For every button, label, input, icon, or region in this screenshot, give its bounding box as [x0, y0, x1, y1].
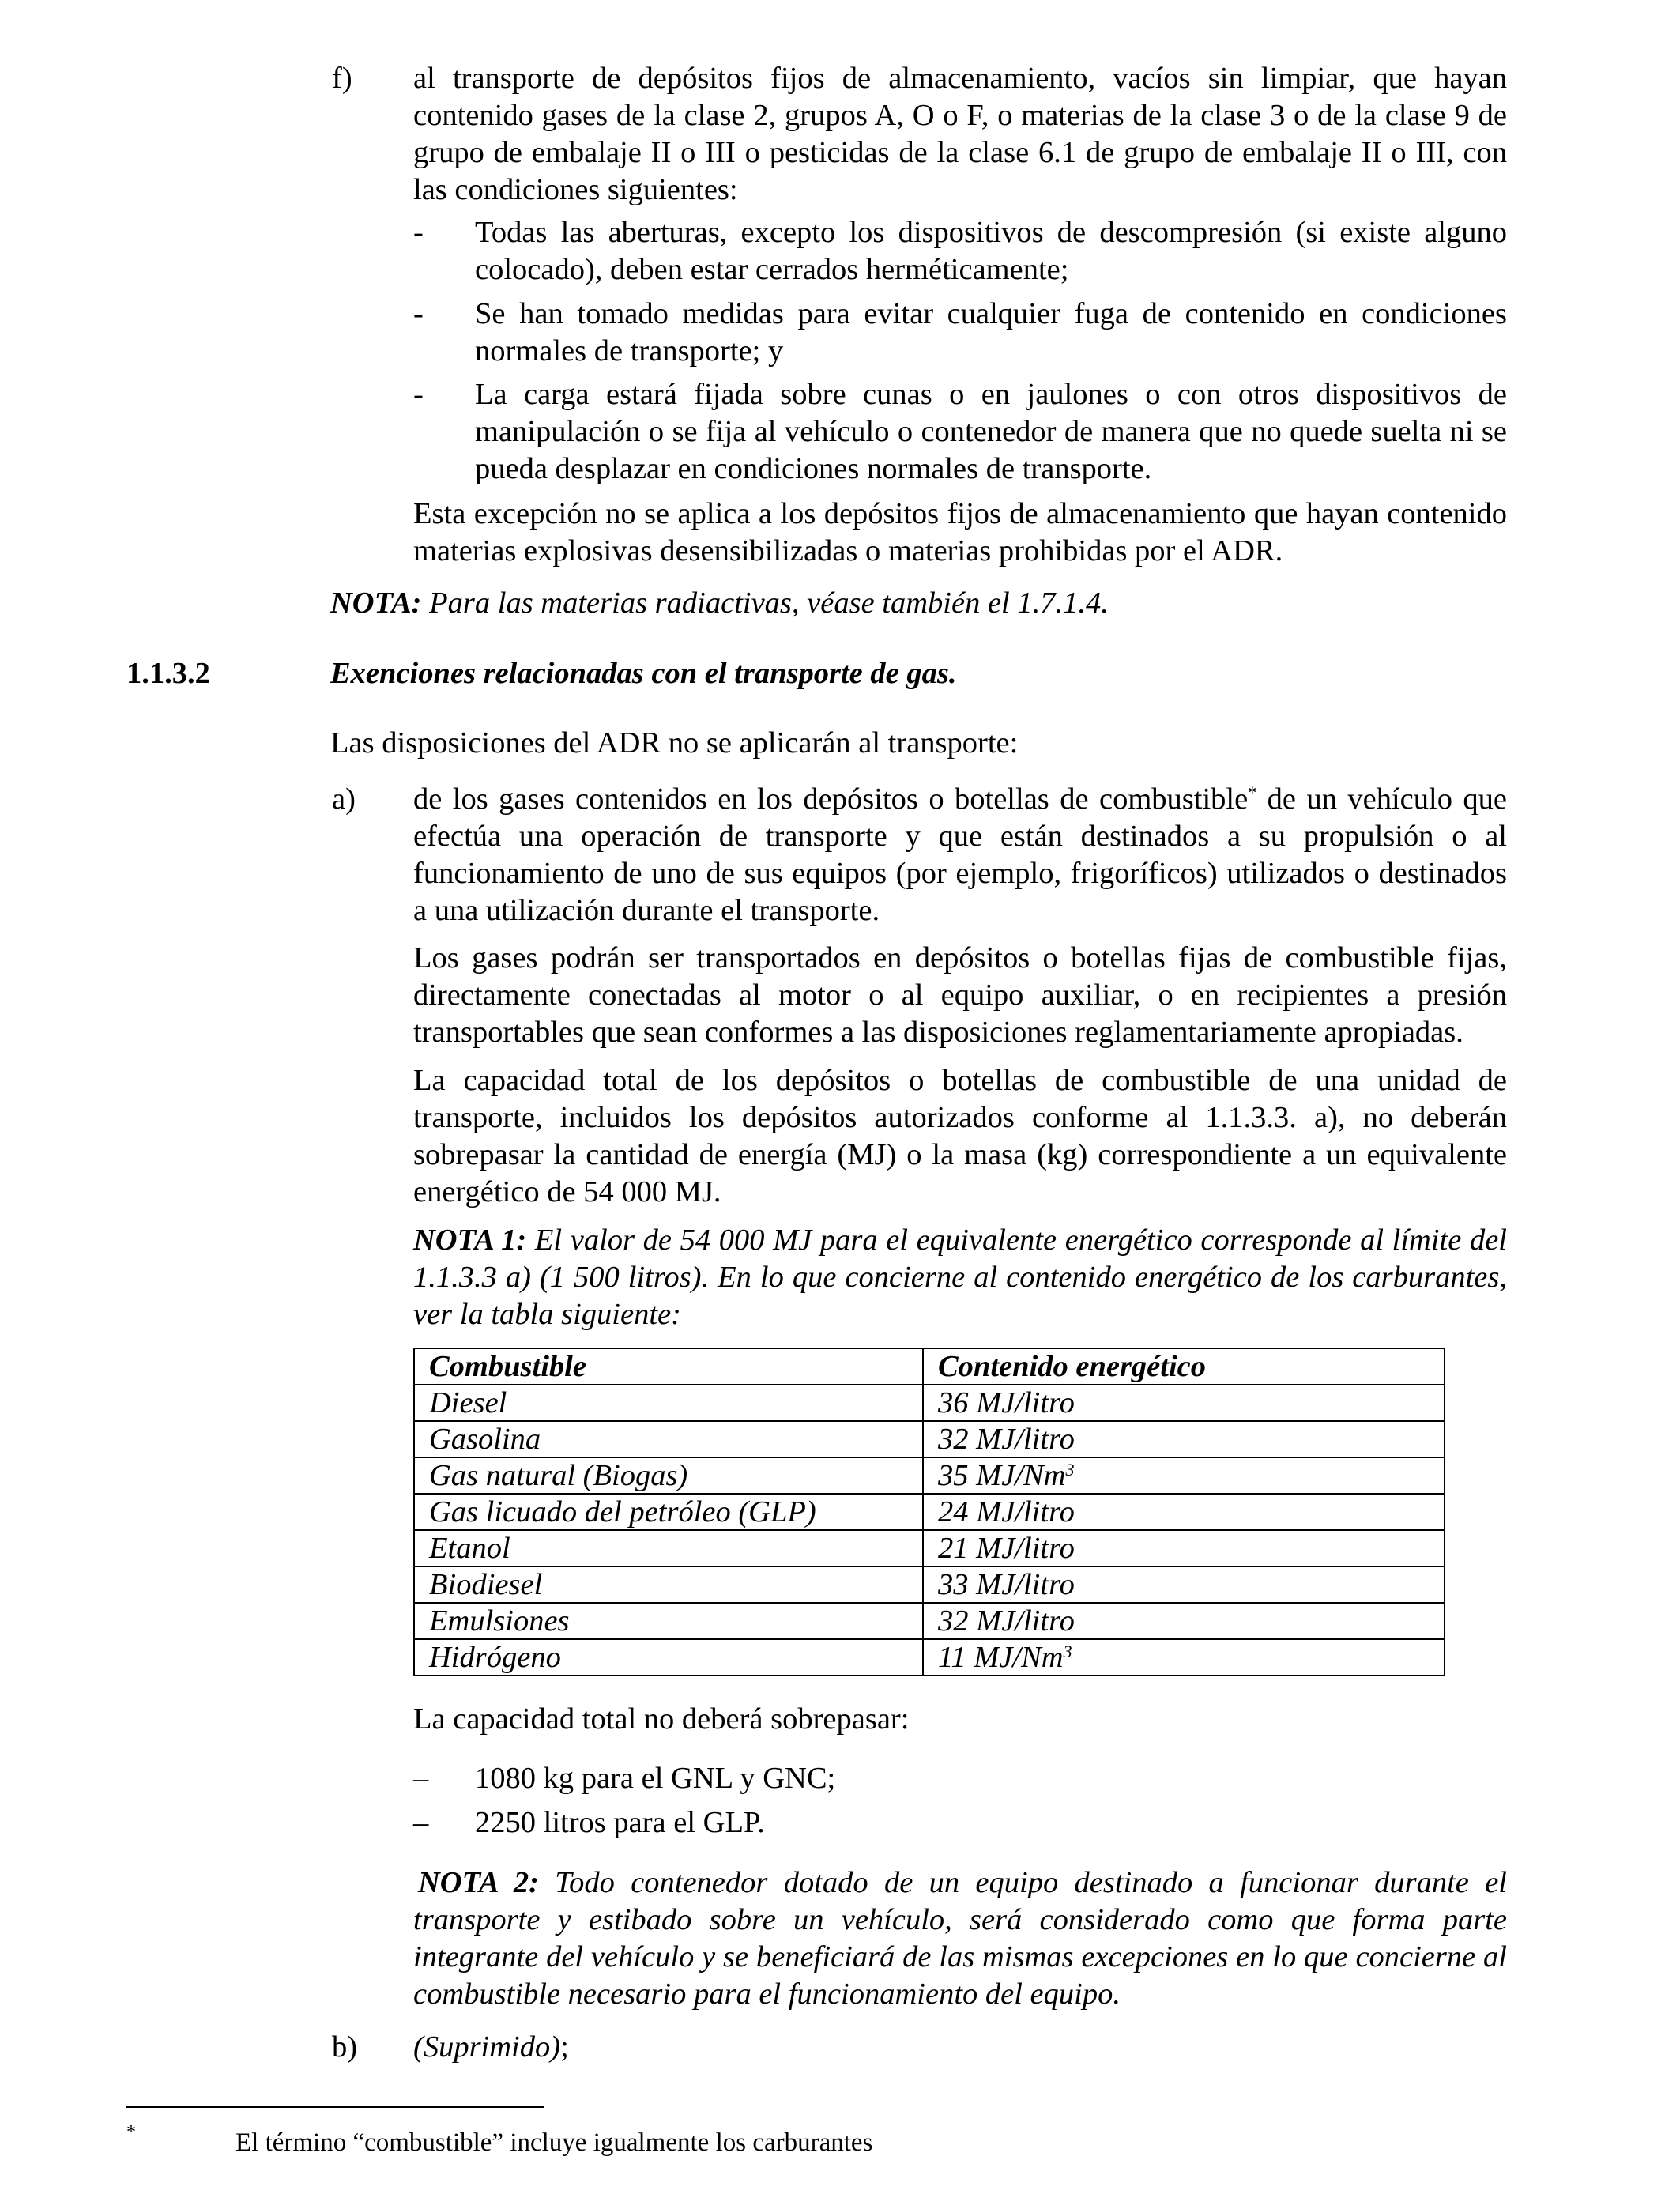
table-cell: Gas licuado del petróleo (GLP) [414, 1494, 923, 1530]
exception-paragraph: Esta excepción no se aplica a los depósitos fijos de almacenamiento que hayan contenido materias explosivas desensibilizadas o materias prohibidas por el ADR. [413, 497, 1507, 567]
nota-text: Para las materias radiactivas, véase también el 1.7.1.4. [421, 586, 1109, 620]
nota-radiactivas [330, 585, 1508, 622]
table-cell: 36 MJ/litro [923, 1385, 1445, 1421]
bullet-text: Se han tomado medidas para evitar cualquier fuga de contenido en condiciones normales de transporte; y [475, 297, 1507, 368]
table-cell: Gasolina [414, 1421, 923, 1457]
table-cell: Etanol [414, 1530, 923, 1566]
bullet-marker: - [413, 378, 424, 411]
item-a-text-part: de un vehículo que efectúa una operación de transporte y que están destinados a su propulsión o al funcionamiento de uno de sus equipos (por ejemplo, frigoríficos) utilizados o destinados a una utilización durante el transporte. [413, 782, 1507, 927]
table-row [414, 1530, 1445, 1566]
table-cell [923, 1457, 1445, 1494]
item-a-marker: a) [332, 782, 356, 816]
table-row [414, 1385, 1445, 1421]
nota-1-text: El valor de 54 000 MJ para el equivalente energético corresponde al límite del 1.1.3.3 a) (1 500 litros). En lo que concierne al contenido energético de los carburantes, ver la tabla siguiente: [413, 1223, 1507, 1331]
item-a-text [413, 781, 1507, 929]
capacity-item-text: 2250 litros para el GLP. [475, 1806, 765, 1839]
table-cell: 32 MJ/litro [923, 1603, 1445, 1639]
table-row [414, 1457, 1445, 1494]
energy-content-table [413, 1348, 1445, 1676]
footnote-reference: * [1248, 782, 1257, 802]
nota-2-text: Todo contenedor dotado de un equipo destinado a funcionar durante el transporte y estibado sobre un vehículo, será considerado como que forma parte integrante del vehículo y se beneficiará de las mismas excepciones en lo que concierne al combustible necesario para el funcionamiento del equipo. [413, 1866, 1507, 2011]
nota-2 [413, 1864, 1507, 2013]
bullet-text: Todas las aberturas, excepto los dispositivos de descompresión (si existe alguno colocado), deben estar cerrados herméticamente; [475, 216, 1507, 286]
superscript: 3 [1065, 1460, 1075, 1480]
intro-paragraph: Las disposiciones del ADR no se aplicarán al transporte: [330, 726, 1019, 760]
table-row [414, 1603, 1445, 1639]
table-cell-value: 11 MJ/Nm [938, 1641, 1064, 1674]
nota-label: NOTA: [330, 586, 422, 620]
nota-2-label: NOTA 2: [418, 1866, 539, 1899]
capacity-intro: La capacidad total no deberá sobrepasar: [413, 1702, 910, 1736]
item-a-paragraph-3: La capacidad total de los depósitos o botellas de combustible de una unidad de transporte, incluidos los depósitos autorizados conforme al 1.1.3.3. a), no deberán sobrepasar la cantidad de energía (MJ) o la masa (kg) correspondiente a un equivalente energético de 54 000 MJ. [413, 1064, 1507, 1208]
capacity-item-marker: – [413, 1762, 429, 1795]
table-cell: Biodiesel [414, 1566, 923, 1603]
table-cell-value: 35 MJ/Nm [938, 1459, 1066, 1492]
table-header-cell: Combustible [414, 1348, 923, 1385]
bullet-marker: - [413, 216, 424, 249]
superscript: 3 [1063, 1642, 1072, 1661]
footnote-separator [126, 2106, 544, 2108]
bullet-marker: - [413, 297, 424, 330]
table-row [414, 1639, 1445, 1676]
table-header-cell: Contenido energético [923, 1348, 1445, 1385]
table-cell [923, 1639, 1445, 1676]
item-b-suprimido: (Suprimido) [413, 2030, 561, 2064]
table-cell: Gas natural (Biogas) [414, 1457, 923, 1494]
table-row [414, 1566, 1445, 1603]
item-f-marker: f) [332, 62, 352, 95]
bullet-text: La carga estará fijada sobre cunas o en jaulones o con otros dispositivos de manipulación o se fija al vehículo o contenedor de manera que no quede suelta ni se pueda desplazar en condiciones normales de transporte. [475, 378, 1507, 485]
capacity-item-marker: – [413, 1806, 429, 1839]
table-row [414, 1421, 1445, 1457]
item-a-text-part: de los gases contenidos en los depósitos o botellas de combustible [413, 782, 1249, 816]
nota-1-label: NOTA 1: [413, 1223, 527, 1257]
table-cell: Diesel [414, 1385, 923, 1421]
section-title: Exenciones relacionadas con el transporte de gas. [330, 657, 957, 690]
table-cell: 33 MJ/litro [923, 1566, 1445, 1603]
item-a-paragraph-2: Los gases podrán ser transportados en depósitos o botellas fijas de combustible fijas, directamente conectadas al motor o al equipo auxiliar, o en recipientes a presión transportables que sean conformes a las disposiciones reglamentariamente apropiadas. [413, 941, 1507, 1049]
footnote-mark: * [126, 2122, 136, 2143]
footnote-text: El término “combustible” incluye igualmente los carburantes [235, 2128, 873, 2157]
table-cell: 32 MJ/litro [923, 1421, 1445, 1457]
table-header-row [414, 1348, 1445, 1385]
table-row [414, 1494, 1445, 1530]
item-b-marker: b) [332, 2030, 358, 2064]
capacity-item-text: 1080 kg para el GNL y GNC; [475, 1762, 836, 1795]
item-b-suffix: ; [560, 2030, 569, 2064]
section-number: 1.1.3.2 [126, 657, 210, 690]
table-cell: 24 MJ/litro [923, 1494, 1445, 1530]
nota-1 [413, 1222, 1507, 1333]
table-cell: 21 MJ/litro [923, 1530, 1445, 1566]
table-cell: Hidrógeno [414, 1639, 923, 1676]
table-cell: Emulsiones [414, 1603, 923, 1639]
item-b-text [413, 2029, 569, 2066]
item-f-text: al transporte de depósitos fijos de almacenamiento, vacíos sin limpiar, que hayan contenido gases de la clase 2, grupos A, O o F, o materias de la clase 3 o de la clase 9 de grupo de embalaje II o III o pesticidas de la clase 6.1 de grupo de embalaje II o III, con las condiciones siguientes: [413, 62, 1507, 206]
